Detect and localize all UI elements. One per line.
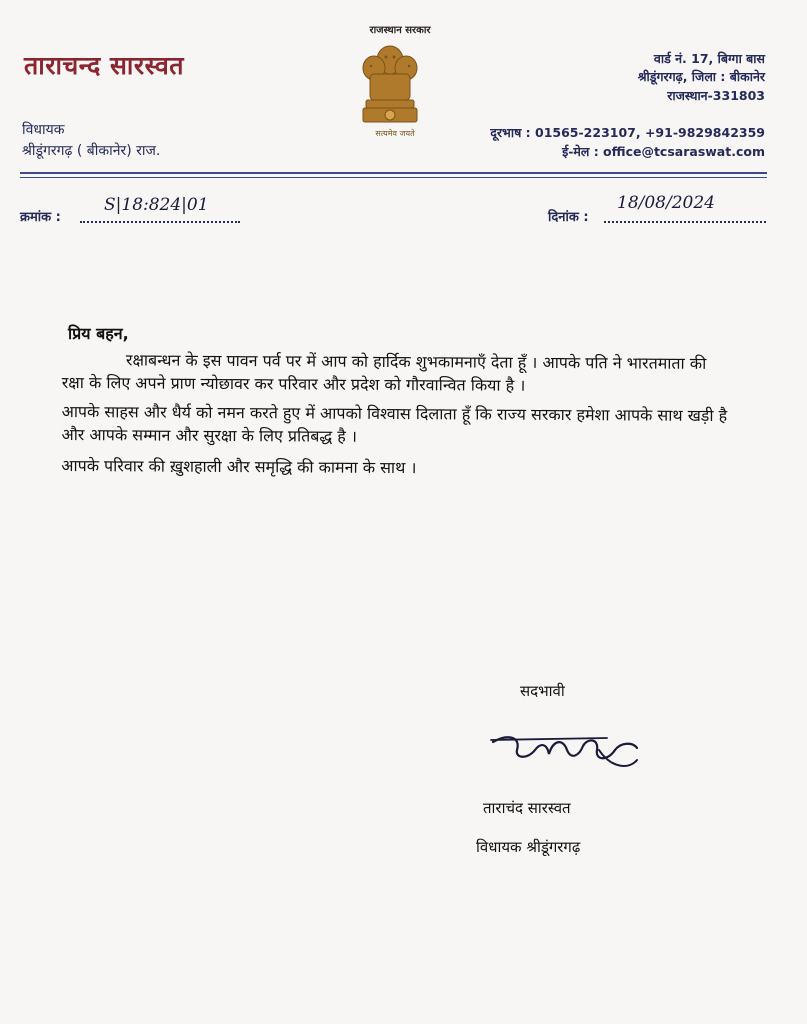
- address-line-2: श्रीडूंगरगढ़, जिला : बीकानेर: [637, 69, 765, 84]
- address-line-3: राजस्थान-331803: [667, 88, 765, 103]
- salutation: प्रिय बहन,: [68, 324, 129, 343]
- letter-body: [61, 348, 730, 481]
- header-divider-thin: [20, 177, 767, 178]
- closing-salutation: सदभावी: [520, 682, 565, 700]
- emblem-motto: सत्यमेव जयते: [375, 129, 415, 138]
- date-value: 18/08/2024: [617, 193, 715, 213]
- letter-paragraph: आपके परिवार की ख़ुशहाली और समृद्धि की कामना के साथ ।: [61, 455, 417, 478]
- reference-number-label: क्रमांक :: [20, 210, 61, 225]
- header-divider: [20, 172, 767, 174]
- address-line-1: वार्ड नं. 17, बिग्गा बास: [653, 51, 765, 66]
- ashoka-emblem-icon: [350, 38, 430, 138]
- date-label: दिनांक :: [548, 210, 589, 225]
- signatory-designation: विधायक श्रीडूंगरगढ़: [476, 838, 581, 856]
- letter-paragraph: आपके साहस और धैर्य को नमन करते हुए में आपको विश्वास दिलाता हूँ कि राज्य सरकार हमेशा आपके साथ खड़ी है और आपके सम्मान और सुरक्षा के लिए प्रतिबद्ध है ।: [61, 401, 728, 446]
- phone-numbers: दूरभाष : 01565-223107, +91-9829842359: [490, 125, 765, 140]
- letterhead-name: ताराचन्द सारस्वत: [24, 51, 184, 80]
- letterhead-designation: विधायक: [22, 122, 65, 138]
- letter-paragraph: रक्षाबन्धन के इस पावन पर्व पर में आप को हार्दिक शुभकामनाएँ देता हूँ । आपके पति ने भारतमाता की रक्षा के लिए अपने प्राण न्योछावर कर परिवार और प्रदेश को गौरवान्वित किया है ।: [61, 350, 707, 395]
- letterhead-constituency: श्रीडूंगरगढ़ ( बीकानेर) राज.: [22, 143, 161, 159]
- signatory-name: ताराचंद सारस्वत: [483, 799, 571, 817]
- reference-number-value: S|18:824|01: [104, 195, 209, 215]
- government-label: राजस्थान सरकार: [369, 25, 431, 36]
- handwritten-signature: [487, 720, 647, 780]
- email-address: ई-मेल : office@tcsaraswat.com: [562, 144, 765, 159]
